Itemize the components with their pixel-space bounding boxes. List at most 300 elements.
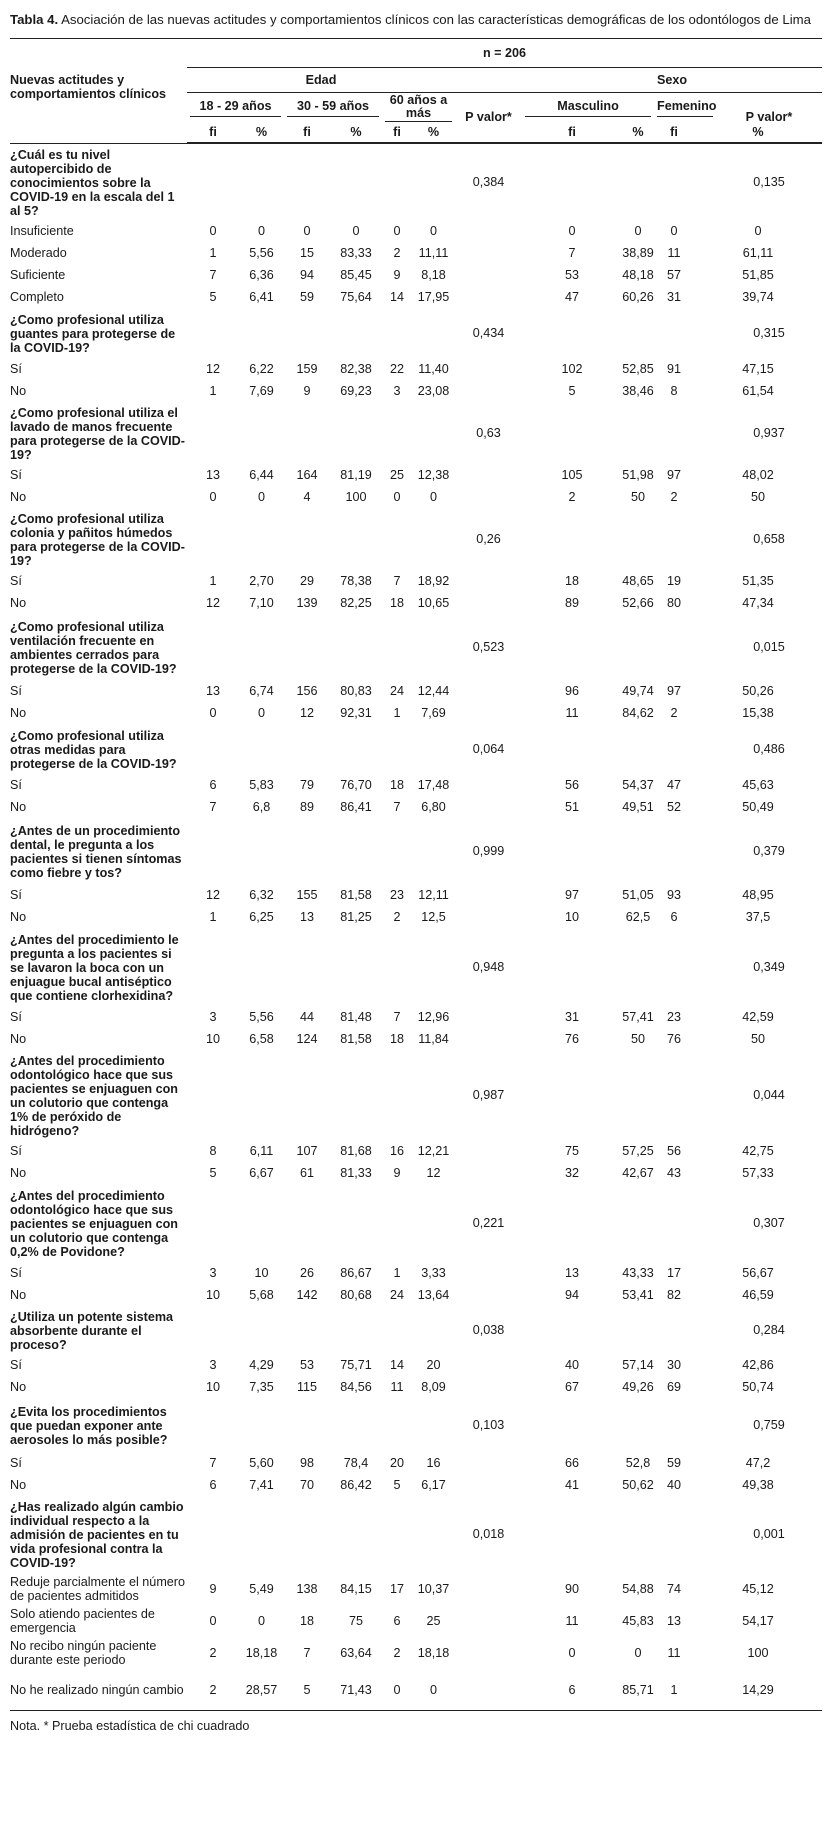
option-row — [10, 680, 822, 702]
question-text: ¿Cuál es tu nivel autopercibido de conocimientos sobre la COVID-19 en la escala del 1 al 5? — [10, 148, 175, 218]
option-row — [10, 1376, 822, 1398]
question-text: ¿Utiliza un potente sistema absorbente durante el proceso? — [10, 1310, 174, 1352]
cell-fi-masculino: 2 — [568, 490, 576, 504]
cell-fi-30-59: 142 — [296, 1288, 318, 1302]
cell-fi-18-29: 12 — [205, 888, 220, 902]
cell-pct-60-plus: 16 — [426, 1456, 441, 1470]
question-row — [10, 1050, 822, 1140]
cell-fi-30-59: 26 — [299, 1266, 314, 1280]
cell-pct-femenino: 48,02 — [742, 468, 774, 482]
cell-pct-60-plus: 12,96 — [417, 1010, 450, 1024]
cell-pct-masculino: 53,41 — [622, 1288, 654, 1302]
cell-fi-masculino: 13 — [564, 1266, 579, 1280]
p-valor-sexo: 0,759 — [753, 1418, 785, 1432]
cell-pct-femenino: 14,29 — [742, 1682, 774, 1697]
edad-header: Edad — [187, 67, 455, 92]
cell-fi-60-plus: 7 — [393, 1010, 401, 1024]
table-body — [10, 144, 822, 1711]
option-label: Reduje parcialmente el número de pacientes admitidos — [10, 1575, 186, 1603]
cell-fi-60-plus: 1 — [393, 1266, 401, 1280]
cell-fi-masculino: 40 — [564, 1358, 579, 1372]
option-label: Sí — [10, 1144, 22, 1158]
cell-pct-30-59: 84,56 — [340, 1380, 372, 1394]
cell-fi-18-29: 13 — [205, 684, 220, 698]
option-row — [10, 1670, 822, 1710]
cell-pct-femenino: 48,95 — [742, 888, 774, 902]
cell-fi-masculino: 67 — [564, 1380, 579, 1394]
option-row — [10, 220, 822, 242]
p-valor-sexo: 0,284 — [753, 1323, 785, 1337]
cell-fi-30-59: 139 — [296, 596, 318, 610]
cell-fi-18-29: 5 — [209, 290, 217, 304]
option-row — [10, 592, 822, 614]
cell-pct-femenino: 50,74 — [742, 1380, 774, 1394]
cell-fi-18-29: 0 — [209, 490, 217, 504]
cell-pct-femenino: 56,67 — [742, 1266, 774, 1280]
cell-fi-femenino: 93 — [666, 888, 681, 902]
cell-pct-30-59: 86,67 — [340, 1266, 372, 1280]
option-label: Suficiente — [10, 268, 66, 282]
question-row — [10, 144, 822, 221]
question-row — [10, 724, 822, 774]
option-row — [10, 1028, 822, 1050]
option-label: Sí — [10, 1010, 22, 1024]
cell-pct-femenino: 46,59 — [742, 1288, 774, 1302]
p-valor-sexo: 0,349 — [753, 960, 785, 974]
cell-pct-masculino: 0 — [634, 1646, 642, 1660]
cell-fi-femenino: 19 — [666, 574, 681, 588]
cell-pct-30-59: 85,45 — [340, 268, 372, 282]
cell-fi-18-29: 9 — [209, 1582, 217, 1596]
question-row — [10, 1306, 822, 1354]
question-text: ¿Como profesional utiliza guantes para protegerse de la COVID-19? — [10, 313, 176, 355]
cell-pct-60-plus: 0 — [429, 224, 437, 238]
cell-fi-60-plus: 7 — [393, 800, 401, 814]
cell-fi-femenino: 6 — [670, 910, 678, 924]
option-label: No — [10, 1380, 27, 1394]
cell-fi-femenino: 59 — [666, 1456, 681, 1470]
option-row — [10, 906, 822, 928]
cell-pct-masculino: 57,41 — [622, 1010, 654, 1024]
cell-fi-60-plus: 23 — [389, 888, 404, 902]
caption-text: Asociación de las nuevas actitudes y comportamientos clínicos con las características demográficas de los odontólogos de Lima — [58, 12, 811, 27]
cell-pct-femenino: 42,86 — [742, 1358, 774, 1372]
cell-pct-60-plus: 0 — [429, 490, 437, 504]
option-row — [10, 286, 822, 308]
cell-fi-femenino: 43 — [666, 1166, 681, 1180]
cell-pct-masculino: 85,71 — [622, 1682, 654, 1697]
cell-pct-femenino: 42,59 — [742, 1010, 774, 1024]
cell-pct-femenino: 15,38 — [742, 706, 774, 720]
cell-fi-masculino: 105 — [561, 468, 583, 482]
cell-fi-30-59: 59 — [299, 290, 314, 304]
question-text: ¿Como profesional utiliza ventilación frecuente en ambientes cerrados para protegerse de la COVID-19? — [10, 620, 177, 676]
cell-fi-18-29: 7 — [209, 268, 217, 282]
cell-pct-18-29: 10 — [254, 1266, 269, 1280]
cell-fi-femenino: 17 — [666, 1266, 681, 1280]
option-row — [10, 1006, 822, 1028]
cell-fi-30-59: 44 — [299, 1010, 314, 1024]
cell-pct-masculino: 49,51 — [622, 800, 654, 814]
cell-pct-30-59: 63,64 — [340, 1646, 372, 1660]
option-row — [10, 1474, 822, 1496]
cell-pct-60-plus: 6,17 — [421, 1478, 446, 1492]
cell-fi-masculino: 10 — [564, 910, 579, 924]
cell-pct-18-29: 6,36 — [249, 268, 274, 282]
cell-pct-femenino: 61,11 — [742, 246, 774, 260]
cell-pct-18-29: 5,60 — [249, 1456, 274, 1470]
sample-size: n = 206 — [187, 39, 822, 68]
cell-pct-femenino: 49,38 — [742, 1478, 774, 1492]
cell-pct-femenino: 50,49 — [742, 800, 774, 814]
option-row — [10, 570, 822, 592]
cell-pct-30-59: 92,31 — [340, 706, 372, 720]
cell-fi-18-29: 1 — [209, 574, 217, 588]
cell-fi-18-29: 3 — [209, 1358, 217, 1372]
caption-prefix: Tabla 4. — [10, 12, 59, 27]
cell-pct-18-29: 5,83 — [249, 778, 274, 792]
cell-fi-masculino: 90 — [564, 1582, 579, 1596]
fi-header: fi — [187, 123, 239, 143]
cell-fi-masculino: 41 — [564, 1478, 579, 1492]
option-row — [10, 1452, 822, 1474]
question-row — [10, 308, 822, 358]
cell-pct-60-plus: 12,11 — [418, 888, 449, 902]
p-valor-edad: 0,987 — [472, 1088, 505, 1102]
cell-fi-masculino: 76 — [564, 1032, 579, 1046]
cell-fi-femenino: 56 — [666, 1144, 681, 1158]
option-label: Sí — [10, 362, 22, 376]
cell-pct-18-29: 7,10 — [249, 596, 274, 610]
cell-pct-masculino: 52,85 — [622, 362, 654, 376]
cell-fi-masculino: 47 — [564, 290, 579, 304]
cell-fi-18-29: 6 — [209, 1478, 217, 1492]
cell-pct-30-59: 86,41 — [340, 800, 372, 814]
cell-fi-60-plus: 16 — [389, 1144, 404, 1158]
question-row — [10, 1496, 822, 1572]
cell-fi-30-59: 115 — [296, 1380, 318, 1394]
cell-pct-60-plus: 18,18 — [417, 1646, 450, 1660]
cell-pct-18-29: 5,49 — [249, 1582, 274, 1596]
cell-pct-femenino: 54,17 — [742, 1614, 774, 1628]
cell-pct-18-29: 5,68 — [249, 1288, 274, 1302]
cell-fi-60-plus: 0 — [393, 1682, 401, 1697]
option-label: No — [10, 384, 27, 398]
cell-pct-30-59: 71,43 — [340, 1682, 372, 1697]
cell-pct-60-plus: 18,92 — [417, 574, 450, 588]
question-row — [10, 1184, 822, 1262]
p-valor-sexo-header: P valor* — [716, 92, 822, 143]
p-valor-edad: 0,26 — [476, 532, 501, 546]
cell-fi-femenino: 74 — [666, 1582, 681, 1596]
cell-pct-60-plus: 13,64 — [417, 1288, 450, 1302]
p-valor-edad: 0,999 — [472, 844, 505, 858]
cell-fi-60-plus: 9 — [393, 268, 401, 282]
cell-fi-masculino: 89 — [564, 596, 579, 610]
cell-pct-masculino: 57,14 — [622, 1358, 654, 1372]
option-row — [10, 774, 822, 796]
table-header — [10, 39, 822, 144]
cell-fi-30-59: 70 — [299, 1478, 314, 1492]
option-row — [10, 1162, 822, 1184]
cell-pct-masculino: 49,74 — [622, 684, 654, 698]
pct-header: % — [622, 123, 654, 143]
option-label: Sí — [10, 684, 22, 698]
question-text: ¿Antes del procedimiento odontológico hace que sus pacientes se enjuaguen con un colutorio que contenga 1% de peróxido de hidrógeno? — [10, 1054, 178, 1138]
p-valor-sexo: 0,315 — [753, 326, 785, 340]
cell-fi-femenino: 2 — [670, 706, 678, 720]
cell-fi-18-29: 3 — [209, 1266, 217, 1280]
cell-fi-60-plus: 2 — [393, 910, 401, 924]
cell-fi-femenino: 1 — [670, 1682, 678, 1697]
cell-pct-masculino: 51,98 — [622, 468, 654, 482]
cell-pct-60-plus: 12,44 — [417, 684, 450, 698]
cell-fi-18-29: 0 — [209, 224, 217, 238]
cell-pct-30-59: 81,33 — [340, 1166, 372, 1180]
cell-pct-18-29: 2,70 — [249, 574, 274, 588]
cell-fi-18-29: 8 — [209, 1144, 217, 1158]
cell-fi-30-59: 94 — [299, 268, 314, 282]
cell-fi-30-59: 155 — [296, 888, 318, 902]
p-valor-edad: 0,038 — [472, 1323, 505, 1337]
cell-fi-18-29: 1 — [209, 910, 217, 924]
cell-fi-60-plus: 5 — [393, 1478, 401, 1492]
cell-fi-femenino: 13 — [666, 1614, 681, 1628]
p-valor-sexo: 0,486 — [753, 742, 785, 756]
p-valor-sexo: 0,658 — [753, 532, 785, 546]
cell-fi-30-59: 89 — [299, 800, 314, 814]
cell-fi-60-plus: 2 — [393, 246, 401, 260]
cell-pct-30-59: 86,42 — [340, 1478, 372, 1492]
cell-fi-30-59: 9 — [303, 384, 311, 398]
cell-fi-masculino: 53 — [564, 268, 579, 282]
cell-pct-60-plus: 20 — [426, 1358, 441, 1372]
cell-fi-18-29: 10 — [205, 1288, 220, 1302]
option-label: No — [10, 1288, 27, 1302]
cell-fi-18-29: 3 — [209, 1010, 217, 1024]
fi-header: fi — [522, 123, 622, 143]
p-valor-sexo: 0,135 — [753, 175, 785, 189]
cell-pct-18-29: 6,25 — [249, 910, 274, 924]
sex-femenino: Femenino — [657, 99, 713, 117]
question-text: ¿Antes de un procedimiento dental, le pregunta a los pacientes si tienen síntomas como fiebre y tos? — [10, 824, 182, 880]
cell-pct-masculino: 60,26 — [622, 290, 654, 304]
option-row — [10, 464, 822, 486]
cell-pct-masculino: 48,18 — [622, 268, 654, 282]
cell-pct-30-59: 80,68 — [340, 1288, 372, 1302]
cell-pct-30-59: 80,83 — [340, 684, 372, 698]
cell-fi-masculino: 0 — [568, 1646, 576, 1660]
cell-fi-30-59: 29 — [299, 574, 314, 588]
pct-header: % — [694, 123, 822, 143]
option-row — [10, 1572, 822, 1606]
question-row — [10, 402, 822, 464]
cell-pct-18-29: 6,8 — [252, 800, 271, 814]
cell-fi-60-plus: 6 — [393, 1614, 401, 1628]
cell-pct-femenino: 50 — [750, 1032, 765, 1046]
cell-pct-18-29: 4,29 — [249, 1358, 274, 1372]
cell-pct-60-plus: 12,5 — [421, 910, 446, 924]
question-text: ¿Antes del procedimiento le pregunta a los pacientes si se lavaron la boca con un enjuague bucal antiséptico que contiene clorhexidina? — [10, 933, 179, 1003]
cell-pct-60-plus: 12,38 — [417, 468, 450, 482]
cell-pct-60-plus: 0 — [429, 1682, 437, 1697]
option-label: Sí — [10, 1266, 22, 1280]
cell-pct-masculino: 45,83 — [622, 1614, 654, 1628]
cell-pct-30-59: 81,68 — [340, 1144, 372, 1158]
cell-pct-femenino: 45,63 — [742, 778, 774, 792]
question-row — [10, 614, 822, 680]
cell-fi-60-plus: 25 — [389, 468, 404, 482]
cell-fi-60-plus: 2 — [393, 1646, 401, 1660]
cell-pct-femenino: 39,74 — [742, 290, 774, 304]
cell-fi-60-plus: 14 — [389, 290, 404, 304]
table-note: Nota. * Prueba estadística de chi cuadrado — [10, 1718, 250, 1733]
cell-fi-masculino: 31 — [564, 1010, 579, 1024]
p-valor-edad: 0,63 — [476, 426, 501, 440]
age-group-18-29: 18 - 29 años — [190, 99, 281, 117]
question-row — [10, 508, 822, 570]
fi-header: fi — [382, 123, 412, 143]
p-valor-edad-header: P valor* — [455, 92, 522, 143]
question-row — [10, 928, 822, 1006]
cell-fi-30-59: 156 — [296, 684, 318, 698]
cell-pct-masculino: 54,88 — [622, 1582, 654, 1596]
cell-pct-18-29: 6,32 — [249, 888, 274, 902]
cell-pct-femenino: 61,54 — [742, 384, 774, 398]
cell-pct-18-29: 5,56 — [249, 1010, 274, 1024]
cell-fi-femenino: 52 — [666, 800, 681, 814]
row-label-header: Nuevas actitudes y comportamientos clínicos — [10, 67, 187, 144]
cell-pct-masculino: 52,66 — [622, 596, 654, 610]
cell-pct-18-29: 7,69 — [249, 384, 274, 398]
cell-pct-masculino: 38,89 — [622, 246, 654, 260]
cell-pct-masculino: 62,5 — [625, 910, 651, 924]
cell-fi-femenino: 8 — [670, 384, 678, 398]
option-label: No — [10, 1032, 27, 1046]
cell-pct-18-29: 6,22 — [249, 362, 274, 376]
cell-pct-masculino: 50 — [630, 1032, 645, 1046]
option-row — [10, 1262, 822, 1284]
cell-fi-masculino: 5 — [568, 384, 576, 398]
cell-fi-60-plus: 1 — [393, 706, 401, 720]
cell-fi-18-29: 0 — [209, 1614, 217, 1628]
sexo-header: Sexo — [522, 67, 822, 92]
question-text: ¿Como profesional utiliza otras medidas para protegerse de la COVID-19? — [10, 729, 177, 771]
cell-fi-30-59: 18 — [299, 1614, 314, 1628]
cell-fi-60-plus: 9 — [393, 1166, 401, 1180]
cell-pct-femenino: 51,85 — [742, 268, 774, 282]
cell-pct-masculino: 49,26 — [622, 1380, 654, 1394]
cell-fi-femenino: 69 — [666, 1380, 681, 1394]
cell-pct-60-plus: 25 — [426, 1614, 441, 1628]
option-row — [10, 1606, 822, 1636]
cell-fi-30-59: 159 — [296, 362, 318, 376]
cell-pct-30-59: 78,4 — [343, 1456, 369, 1470]
cell-fi-30-59: 107 — [296, 1144, 318, 1158]
cell-pct-masculino: 50,62 — [622, 1478, 654, 1492]
cell-fi-masculino: 56 — [564, 778, 579, 792]
p-valor-sexo: 0,307 — [753, 1216, 785, 1230]
p-valor-sexo: 0,379 — [753, 844, 785, 858]
question-row — [10, 818, 822, 884]
cell-fi-30-59: 61 — [299, 1166, 314, 1180]
cell-fi-60-plus: 24 — [389, 1288, 404, 1302]
cell-pct-18-29: 28,57 — [245, 1682, 278, 1697]
cell-pct-18-29: 6,74 — [249, 684, 274, 698]
cell-pct-60-plus: 6,80 — [421, 800, 446, 814]
cell-pct-30-59: 81,25 — [340, 910, 372, 924]
cell-fi-18-29: 10 — [205, 1380, 220, 1394]
cell-pct-18-29: 0 — [257, 490, 265, 504]
cell-fi-18-29: 12 — [205, 362, 220, 376]
cell-pct-60-plus: 17,48 — [417, 778, 450, 792]
option-label: Sí — [10, 778, 22, 792]
cell-pct-masculino: 48,65 — [622, 574, 654, 588]
option-row — [10, 796, 822, 818]
cell-pct-masculino: 84,62 — [622, 706, 654, 720]
cell-fi-18-29: 6 — [209, 778, 217, 792]
cell-pct-30-59: 75,64 — [340, 290, 372, 304]
cell-pct-masculino: 43,33 — [622, 1266, 654, 1280]
cell-pct-30-59: 81,19 — [340, 468, 372, 482]
cell-fi-femenino: 0 — [670, 224, 678, 238]
cell-pct-30-59: 75 — [348, 1614, 363, 1628]
option-label: No — [10, 1478, 27, 1492]
fi-header: fi — [284, 123, 330, 143]
cell-pct-femenino: 50,26 — [742, 684, 774, 698]
cell-fi-60-plus: 3 — [393, 384, 401, 398]
option-row — [10, 358, 822, 380]
cell-fi-masculino: 11 — [565, 706, 579, 720]
question-text: ¿Antes del procedimiento odontológico hace que sus pacientes se enjuaguen con un colutorio que contenga 0,2% de Povidone? — [10, 1189, 178, 1259]
cell-fi-femenino: 47 — [666, 778, 681, 792]
question-text: ¿Como profesional utiliza el lavado de manos frecuente para protegerse de la COVID-19? — [10, 406, 185, 462]
cell-fi-60-plus: 14 — [389, 1358, 404, 1372]
option-row — [10, 242, 822, 264]
question-row — [10, 1398, 822, 1452]
cell-fi-femenino: 97 — [666, 468, 681, 482]
cell-fi-18-29: 2 — [209, 1682, 217, 1697]
cell-fi-60-plus: 7 — [393, 574, 401, 588]
cell-pct-femenino: 47,34 — [742, 596, 774, 610]
cell-fi-femenino: 80 — [666, 596, 681, 610]
cell-pct-30-59: 82,25 — [340, 596, 372, 610]
pct-header: % — [239, 123, 284, 143]
option-row — [10, 1636, 822, 1670]
age-group-30-59: 30 - 59 años — [287, 99, 379, 117]
option-row — [10, 264, 822, 286]
cell-pct-30-59: 0 — [352, 224, 360, 238]
option-label: Moderado — [10, 246, 67, 260]
option-label: No — [10, 910, 27, 924]
option-label: Sí — [10, 888, 22, 902]
cell-fi-30-59: 12 — [299, 706, 314, 720]
cell-fi-masculino: 75 — [564, 1144, 579, 1158]
cell-fi-femenino: 2 — [670, 490, 678, 504]
cell-fi-18-29: 13 — [205, 468, 220, 482]
cell-pct-60-plus: 3,33 — [421, 1266, 446, 1280]
cell-fi-18-29: 7 — [209, 800, 217, 814]
cell-pct-30-59: 69,23 — [340, 384, 372, 398]
option-label: Sí — [10, 1358, 22, 1372]
cell-fi-masculino: 32 — [564, 1166, 579, 1180]
cell-fi-masculino: 11 — [565, 1614, 579, 1628]
cell-pct-60-plus: 8,09 — [421, 1380, 446, 1394]
pct-header: % — [330, 123, 382, 143]
question-text: ¿Como profesional utiliza colonia y pañitos húmedos para protegerse de la COVID-19? — [10, 512, 185, 568]
cell-pct-60-plus: 12,21 — [417, 1144, 450, 1158]
option-label: No — [10, 490, 27, 504]
